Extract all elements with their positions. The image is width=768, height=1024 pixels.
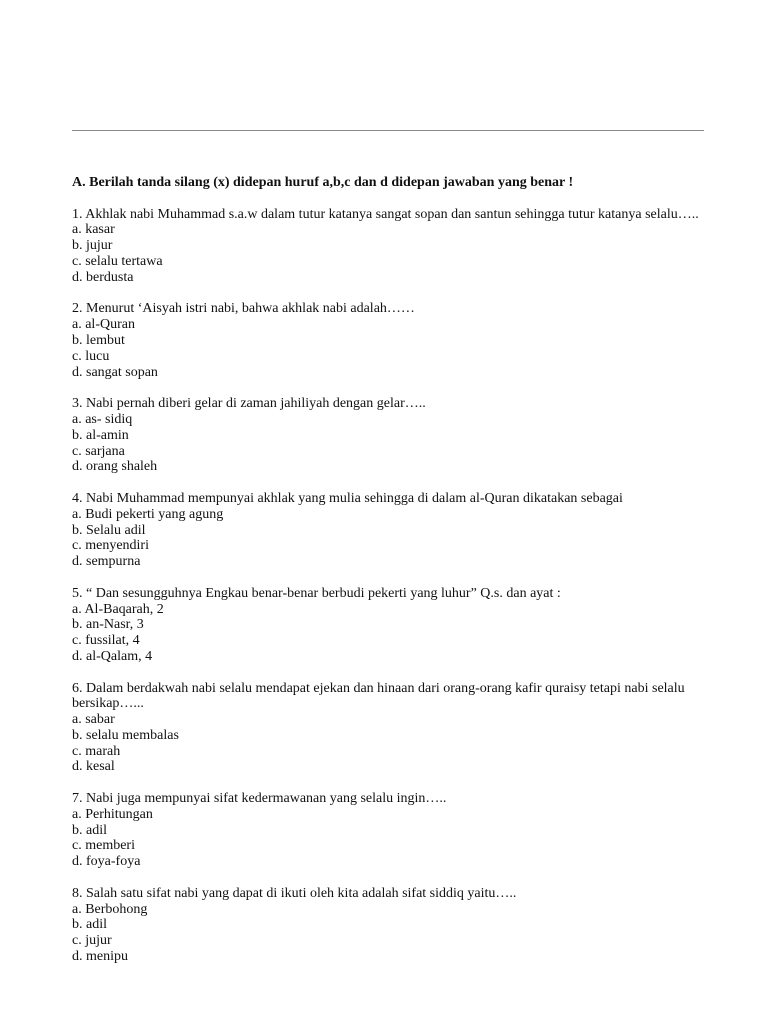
option-c: c. fussilat, 4 [72,633,140,649]
option-d: d. orang shaleh [72,459,158,475]
option-a: a. sabar [72,712,115,728]
option-a: a. as- sidiq [72,411,133,427]
option-b: b. selalu membalas [72,727,179,743]
question-text: 1. Akhlak nabi Muhammad s.a.w dalam tutur katanya sangat sopan dan santun sehingga tutur katanya selalu….. [72,206,699,222]
option-a: a. Budi pekerti yang agung [72,506,224,522]
option-a: a. Perhitungan [72,806,153,822]
option-c: c. selalu tertawa [72,253,163,269]
question-5 [72,586,712,665]
question-text: 6. Dalam berdakwah nabi selalu mendapat ejekan dan hinaan dari orang-orang kafir quraisy tetapi nabi selalu bersikap…... [72,680,685,712]
option-b: b. jujur [72,238,113,254]
option-a: a. Berbohong [72,901,148,917]
question-text: 4. Nabi Muhammad mempunyai akhlak yang mulia sehingga di dalam al-Quran dikatakan sebagai [72,490,623,506]
option-d: d. menipu [72,949,128,965]
option-c: c. marah [72,743,121,759]
question-1 [72,207,712,286]
option-d: d. berdusta [72,269,134,285]
option-b: b. an-Nasr, 3 [72,617,144,633]
option-b: b. lembut [72,332,125,348]
question-2 [72,301,712,380]
option-b: b. adil [72,822,107,838]
option-d: d. kesal [72,759,115,775]
instruction-heading: A. Berilah tanda silang (x) didepan huruf a,b,c dan d didepan jawaban yang benar ! [72,175,574,190]
option-c: c. memberi [72,838,135,854]
option-b: b. Selalu adil [72,522,146,538]
option-d: d. al-Qalam, 4 [72,648,153,664]
question-4 [72,491,712,570]
question-3 [72,396,712,475]
option-d: d. sangat sopan [72,364,158,380]
option-b: b. adil [72,917,107,933]
question-text: 3. Nabi pernah diberi gelar di zaman jahiliyah dengan gelar….. [72,396,426,412]
option-a: a. kasar [72,222,115,238]
header-divider [72,130,704,131]
option-b: b. al-amin [72,427,129,443]
question-text: 7. Nabi juga mempunyai sifat kedermawanan yang selalu ingin….. [72,791,447,807]
option-c: c. jujur [72,933,112,949]
question-8 [72,886,712,965]
quiz-content [72,175,712,981]
question-7 [72,791,712,870]
question-text: 8. Salah satu sifat nabi yang dapat di ikuti oleh kita adalah sifat siddiq yaitu….. [72,885,517,901]
option-a: a. Al-Baqarah, 2 [72,601,164,617]
question-text: 5. “ Dan sesungguhnya Engkau benar-benar berbudi pekerti yang luhur” Q.s. dan ayat : [72,585,561,601]
option-c: c. menyendiri [72,538,149,554]
question-6 [72,681,712,776]
option-c: c. sarjana [72,443,125,459]
option-d: d. foya-foya [72,854,141,870]
question-text: 2. Menurut ‘Aisyah istri nabi, bahwa akhlak nabi adalah…… [72,301,415,317]
option-a: a. al-Quran [72,317,135,333]
option-c: c. lucu [72,348,110,364]
option-d: d. sempurna [72,554,141,570]
